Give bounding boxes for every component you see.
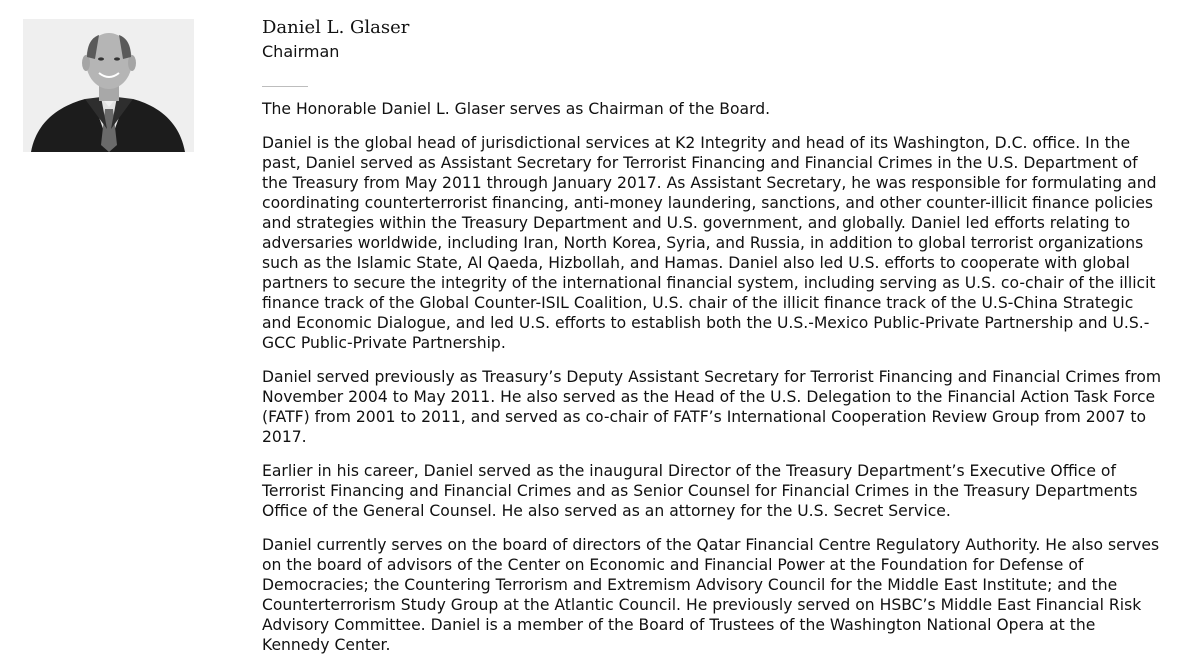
- section-divider: [262, 86, 308, 87]
- bio-paragraph-1: Daniel is the global head of jurisdictional services at K2 Integrity and head of its Washington, D.C. office. In the past, Daniel served as Assistant Secretary for Terrorist Financing and Financial Crimes in the U.S. Department of the Treasury from May 2011 through January 2017. As Assistant Secretary, he was responsible for formulating and coordinating counterterrorist financing, anti-money laundering, sanctions, and other counter-illicit finance policies and strategies within the Treasury Department and U.S. government, and globally. Daniel led efforts relating to adversaries worldwide, including Iran, North Korea, Syria, and Russia, in addition to global terrorist organizations such as the Islamic State, Al Qaeda, Hizbollah, and Hamas. Daniel also led U.S. efforts to cooperate with global partners to secure the integrity of the international financial system, including serving as U.S. co-chair of the illicit finance track of the Global Counter-ISIL Coalition, U.S. chair of the illicit finance track of the U.S-China Strategic and Economic Dialogue, and led U.S. efforts to establish both the U.S.-Mexico Public-Private Partnership and U.S.-GCC Public-Private Partnership.: [262, 134, 1157, 352]
- bio-paragraph-3: Earlier in his career, Daniel served as the inaugural Director of the Treasury Department’s Executive Office of Terrorist Financing and Financial Crimes and as Senior Counsel for Financial Crimes in the Treasury Departments Office of the General Counsel. He also served as an attorney for the U.S. Secret Service.: [262, 462, 1138, 520]
- profile-content: [262, 16, 1162, 669]
- bio-paragraph-4: Daniel currently serves on the board of directors of the Qatar Financial Centre Regulatory Authority. He also serves on the board of advisors of the Center on Economic and Financial Power at the Foundation for Defense of Democracies; the Countering Terrorism and Extremism Advisory Council for the Middle East Institute; and the Counterterrorism Study Group at the Atlantic Council. He previously served on HSBC’s Middle East Financial Risk Advisory Committee. Daniel is a member of the Board of Trustees of the Washington National Opera at the Kennedy Center.: [262, 536, 1160, 654]
- person-title: Chairman: [262, 42, 340, 61]
- bio-paragraph-2: Daniel served previously as Treasury’s Deputy Assistant Secretary for Terrorist Financing and Financial Crimes from November 2004 to May 2011. He also served as the Head of the U.S. Delegation to the Financial Action Task Force (FATF) from 2001 to 2011, and served as co-chair of FATF’s International Cooperation Review Group from 2007 to 2017.: [262, 368, 1162, 446]
- bio-intro: The Honorable Daniel L. Glaser serves as Chairman of the Board.: [262, 100, 771, 118]
- person-name: Daniel L. Glaser: [262, 17, 410, 38]
- profile-photo: [23, 19, 194, 152]
- person-portrait-icon: [23, 19, 194, 152]
